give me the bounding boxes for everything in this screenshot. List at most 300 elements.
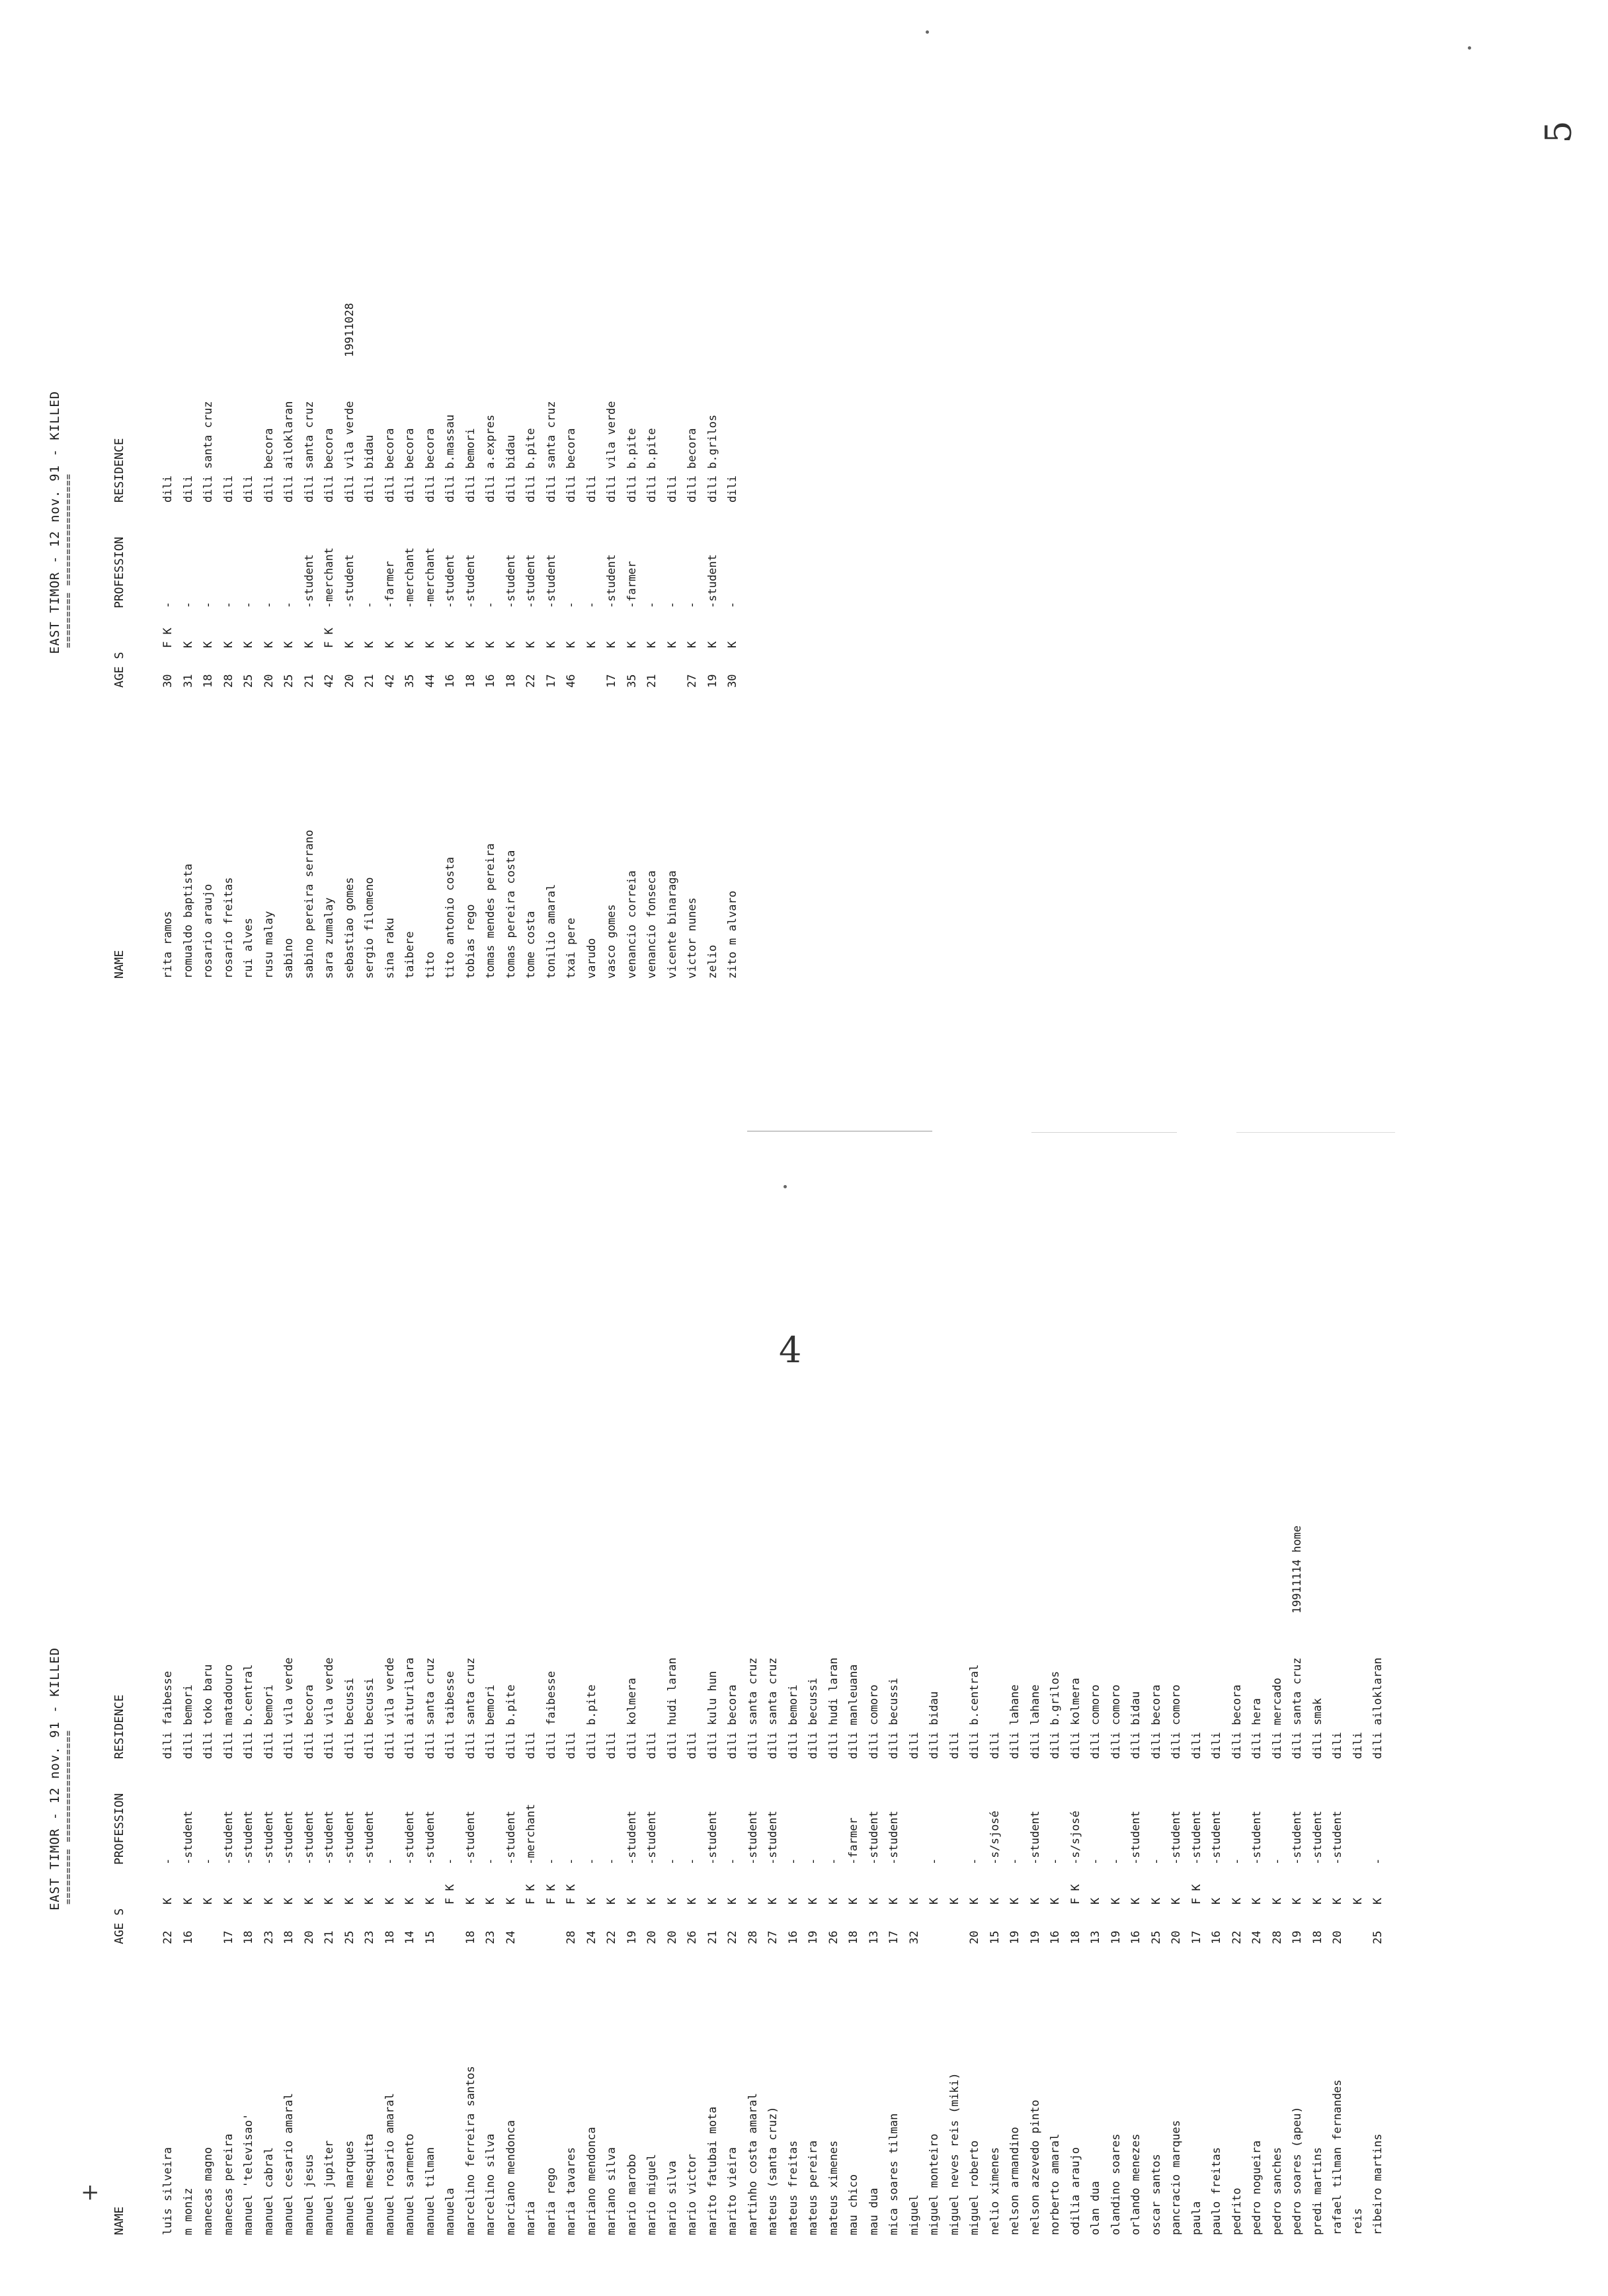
victim-note: 19911028 (342, 303, 356, 357)
victim-sex-status: F K (444, 1884, 457, 1905)
table-row (300, 1283, 321, 2275)
victim-residence: dili (686, 1732, 699, 1759)
title-underline: ========= ================== (63, 473, 74, 648)
scan-speck (1468, 46, 1471, 50)
victim-residence: dili bemori (181, 1684, 195, 1759)
table-row (401, 26, 421, 1018)
victim-name: romualdo baptista (181, 864, 195, 979)
table-row (300, 26, 321, 1018)
victim-profession: -farmer (383, 561, 397, 608)
victim-age: 25 (242, 674, 255, 688)
victim-name: pedrito (1230, 2188, 1244, 2235)
victim-name: manuel sarmento (403, 2133, 417, 2235)
victim-name: tobias rego (463, 904, 477, 979)
victim-profession: - (1008, 1858, 1022, 1865)
victim-profession: -student (262, 1811, 276, 1865)
table-row (1248, 1283, 1268, 2275)
victim-profession: -student (645, 1811, 659, 1865)
victim-sex-status: K (161, 1897, 175, 1905)
victim-sex-status: K (463, 1897, 477, 1905)
victim-sex-status: K (686, 1897, 699, 1905)
victim-profession: -student (1250, 1811, 1264, 1865)
victim-age: 16 (181, 1930, 195, 1944)
victim-age: 20 (1170, 1930, 1183, 1944)
victim-residence: dili bemori (463, 428, 477, 503)
victim-profession: -student (1331, 1811, 1344, 1865)
victim-name: mario marobo (625, 2154, 639, 2235)
table-row (683, 1283, 704, 2275)
victim-name: manuel tilman (423, 2147, 437, 2235)
victim-residence: dili bidau (363, 434, 376, 503)
victim-sex-status: K (504, 641, 518, 648)
victim-profession: - (1270, 1858, 1284, 1865)
victim-sex-status: K (221, 1897, 235, 1905)
table-row (522, 26, 542, 1018)
victim-name: manecas magno (202, 2147, 215, 2235)
victim-profession: - (221, 601, 235, 608)
victim-profession: - (181, 601, 195, 608)
victim-name: luis silveira (161, 2147, 175, 2235)
victim-residence: dili aiturilara (403, 1657, 417, 1759)
victim-sex-status: K (1270, 1897, 1284, 1905)
victim-residence: dili bemori (262, 1684, 276, 1759)
victim-sex-status: K (1331, 1897, 1344, 1905)
table-row (502, 26, 522, 1018)
victim-profession: -student (1028, 1811, 1042, 1865)
table-row (965, 1283, 986, 2275)
table-row (643, 1283, 663, 2275)
victim-age: 22 (605, 1930, 618, 1944)
table-row (885, 1283, 905, 2275)
victim-age: 44 (423, 674, 437, 688)
victim-sex-status: K (524, 641, 538, 648)
victim-name: taibere (403, 931, 417, 979)
victim-sex-status: K (181, 1897, 195, 1905)
victim-profession: - (928, 1858, 941, 1865)
table-row (623, 1283, 643, 2275)
table-row (1349, 1283, 1369, 2275)
table-row (1066, 1283, 1087, 2275)
victim-profession: -s/sjosé (1068, 1811, 1082, 1865)
victim-name: sabino pereira serrano (302, 829, 316, 979)
victim-age: 22 (726, 1930, 739, 1944)
table-row (159, 26, 179, 1018)
victim-profession: - (565, 1858, 578, 1865)
victim-profession: -student (544, 554, 558, 608)
victim-age: 23 (262, 1930, 276, 1944)
table-row (704, 1283, 724, 2275)
victim-name: manuel 'televisao' (242, 2113, 255, 2235)
table-row (602, 26, 623, 1018)
table-row (723, 26, 744, 1018)
victim-profession: -student (1210, 1811, 1223, 1865)
table-row (280, 1283, 300, 2275)
victim-name: maria rego (544, 2167, 558, 2235)
victim-age: 19 (1109, 1930, 1123, 1944)
header-age-sex: AGE S (112, 651, 126, 688)
table-row (159, 1283, 179, 2275)
victim-sex-status: K (1129, 1897, 1143, 1905)
victim-age: 15 (988, 1930, 1002, 1944)
victim-name: ribeiro martins (1371, 2133, 1385, 2235)
victim-residence: dili hudi laran (665, 1657, 679, 1759)
table-row (865, 1283, 885, 2275)
victim-age: 16 (1210, 1930, 1223, 1944)
victim-profession: - (282, 601, 296, 608)
victim-profession: -student (1129, 1811, 1143, 1865)
victim-sex-status: K (705, 1897, 719, 1905)
victim-name: maria (524, 2201, 538, 2235)
victim-age: 25 (342, 1930, 356, 1944)
victim-profession: - (202, 601, 215, 608)
victim-residence: dili becussi (342, 1678, 356, 1759)
table-row (421, 1283, 442, 2275)
victim-residence: dili toko baru (202, 1664, 215, 1759)
victim-sex-status: K (867, 1897, 881, 1905)
victim-profession: -student (524, 554, 538, 608)
victim-name: tonilio amaral (544, 883, 558, 979)
victim-residence: dili becora (403, 428, 417, 503)
victim-sex-status: K (202, 641, 215, 648)
victim-residence: dili b.pite (584, 1684, 598, 1759)
victim-profession: -student (887, 1811, 901, 1865)
victim-profession: -student (1310, 1811, 1324, 1865)
victim-residence: dili (1210, 1732, 1223, 1759)
table-row (481, 1283, 502, 2275)
victim-sex-status: K (726, 1897, 739, 1905)
victim-profession: -student (323, 1811, 336, 1865)
victim-residence: dili santa cruz (202, 401, 215, 503)
victim-residence: dili b.pite (504, 1684, 518, 1759)
victim-residence: dili (1331, 1732, 1344, 1759)
victim-note: 19911114 home (1291, 1525, 1304, 1614)
victim-residence: dili (605, 1732, 618, 1759)
victim-sex-status: K (1351, 1897, 1365, 1905)
victim-sex-status: K (302, 1897, 316, 1905)
table-row (280, 26, 300, 1018)
victim-residence: dili santa cruz (766, 1657, 780, 1759)
victim-profession: - (1049, 1858, 1062, 1865)
table-row (341, 1283, 361, 2275)
victim-age: 22 (161, 1930, 175, 1944)
table-row (723, 1283, 744, 2275)
victim-name: manuel cesario amaral (282, 2093, 296, 2235)
victim-residence: dili bemori (786, 1684, 800, 1759)
table-row (1207, 1283, 1228, 2275)
victim-name: mario victor (686, 2154, 699, 2235)
victim-name: pedro soares (apeu) (1291, 2106, 1304, 2235)
victim-age: 35 (625, 674, 639, 688)
victim-name: manecas pereira (221, 2133, 235, 2235)
victim-age: 16 (444, 674, 457, 688)
victim-age: 35 (403, 674, 417, 688)
victim-residence: dili (645, 1732, 659, 1759)
victim-residence: dili becora (383, 428, 397, 503)
victim-residence: dili santa cruz (423, 1657, 437, 1759)
victim-name: nelson armandino (1008, 2127, 1022, 2235)
victim-name: manuel marques (342, 2140, 356, 2235)
victim-profession: - (1149, 1858, 1163, 1865)
victim-sex-status: K (383, 641, 397, 648)
victim-sex-status: K (686, 641, 699, 648)
victim-profession: - (686, 1858, 699, 1865)
table-row (360, 1283, 381, 2275)
victim-name: olan dua (1089, 2181, 1102, 2235)
victim-name: tito antonio costa (444, 856, 457, 979)
table-row (522, 1283, 542, 2275)
victim-residence: dili vila verde (383, 1657, 397, 1759)
victim-residence: dili bidau (1129, 1691, 1143, 1759)
victim-name: sara zumalay (323, 897, 336, 979)
victim-age: 24 (584, 1930, 598, 1944)
left-sheet (40, 1283, 1385, 2275)
victim-age: 18 (504, 674, 518, 688)
table-row (583, 26, 603, 1018)
table-row (562, 26, 583, 1018)
victim-sex-status: K (645, 1897, 659, 1905)
victim-sex-status: K (1250, 1897, 1264, 1905)
table-row (381, 26, 401, 1018)
victim-profession: -farmer (847, 1817, 860, 1865)
victim-list-right (159, 26, 744, 1018)
right-sheet (40, 26, 739, 1018)
victim-residence: dili bemori (484, 1684, 497, 1759)
victim-name: pancracio marques (1170, 2120, 1183, 2235)
victim-residence: dili (565, 1732, 578, 1759)
table-row (804, 1283, 824, 2275)
victim-residence: dili bidau (928, 1691, 941, 1759)
victim-name: venancio correia (625, 870, 639, 979)
victim-age: 18 (1310, 1930, 1324, 1944)
victim-sex-status: K (302, 641, 316, 648)
victim-sex-status: K (1008, 1897, 1022, 1905)
victim-residence: dili (726, 475, 739, 503)
victim-name: marito vieira (726, 2147, 739, 2235)
victim-profession: -student (705, 554, 719, 608)
victim-age: 22 (1230, 1930, 1244, 1944)
table-row (320, 26, 341, 1018)
victim-profession: -student (766, 1811, 780, 1865)
victim-age: 26 (686, 1930, 699, 1944)
victim-profession: -student (625, 1811, 639, 1865)
victim-name: tomas mendes pereira (484, 843, 497, 979)
victim-sex-status: F K (161, 628, 175, 648)
victim-residence: dili vila verde (605, 401, 618, 503)
victim-profession: -student (1170, 1811, 1183, 1865)
victim-age: 18 (1068, 1930, 1082, 1944)
victim-residence: dili becora (1149, 1684, 1163, 1759)
table-row (1127, 1283, 1147, 2275)
victim-sex-status: K (565, 641, 578, 648)
victim-profession: -student (403, 1811, 417, 1865)
victim-name: rosario freitas (221, 877, 235, 979)
victim-age: 32 (907, 1930, 921, 1944)
victim-age: 17 (1189, 1930, 1203, 1944)
table-row (1167, 1283, 1187, 2275)
table-row (220, 1283, 240, 2275)
victim-sex-status: F K (1189, 1884, 1203, 1905)
victim-sex-status: K (746, 1897, 760, 1905)
victim-sex-status: K (282, 641, 296, 648)
victim-residence: dili (988, 1732, 1002, 1759)
victim-residence: dili manleuana (847, 1664, 860, 1759)
victim-name: miguel (907, 2194, 921, 2235)
victim-age: 18 (847, 1930, 860, 1944)
victim-sex-status: K (262, 641, 276, 648)
table-row (623, 26, 643, 1018)
victim-profession: - (242, 601, 255, 608)
victim-age: 20 (645, 1930, 659, 1944)
victim-age: 21 (323, 1930, 336, 1944)
victim-sex-status: K (786, 1897, 800, 1905)
victim-sex-status: K (1230, 1897, 1244, 1905)
victim-sex-status: F K (323, 628, 336, 648)
victim-residence: dili ailoklaran (282, 401, 296, 503)
victim-sex-status: K (947, 1897, 961, 1905)
victim-residence: dili (1351, 1732, 1365, 1759)
victim-residence: dili becora (686, 428, 699, 503)
table-row (1046, 1283, 1066, 2275)
victim-name: venancio fonseca (645, 870, 659, 979)
victim-sex-status: K (242, 641, 255, 648)
victim-age: 25 (1371, 1930, 1385, 1944)
victim-residence: dili becora (423, 428, 437, 503)
table-row (663, 1283, 684, 2275)
victim-sex-status: K (181, 641, 195, 648)
table-row (220, 26, 240, 1018)
victim-name: manuel jupiter (323, 2140, 336, 2235)
victim-profession: -student (463, 554, 477, 608)
header-profession: PROFESSION (112, 536, 126, 608)
victim-residence: dili b.grilos (1049, 1670, 1062, 1759)
table-row (441, 26, 462, 1018)
victim-name: varudo (584, 938, 598, 979)
victim-name: mateus ximenes (826, 2140, 840, 2235)
table-row (542, 26, 563, 1018)
victim-profession: - (786, 1858, 800, 1865)
victim-residence: dili santa cruz (463, 1657, 477, 1759)
victim-profession: - (565, 601, 578, 608)
table-row (764, 1283, 784, 2275)
victim-residence: dili taibesse (444, 1670, 457, 1759)
victim-name: orlando menezes (1129, 2133, 1143, 2235)
table-row (1228, 1283, 1248, 2275)
victim-sex-status: K (342, 1897, 356, 1905)
victim-residence: dili vila verde (342, 401, 356, 503)
victim-age: 16 (1129, 1930, 1143, 1944)
victim-sex-status: K (484, 641, 497, 648)
victim-profession: -student (444, 554, 457, 608)
victim-residence: dili becora (565, 428, 578, 503)
victim-age: 46 (565, 674, 578, 688)
victim-sex-status: K (363, 1897, 376, 1905)
victim-residence: dili becora (1230, 1684, 1244, 1759)
victim-residence: dili becussi (807, 1678, 820, 1759)
victim-residence: dili comoro (1170, 1684, 1183, 1759)
victim-list-left (159, 1283, 1389, 2275)
victim-sex-status: K (544, 641, 558, 648)
table-row (360, 26, 381, 1018)
fold-line-faint (1031, 1132, 1177, 1133)
victim-sex-status: K (383, 1897, 397, 1905)
victim-sex-status: K (1371, 1897, 1385, 1905)
victim-residence: dili santa cruz (544, 401, 558, 503)
victim-profession: - (484, 601, 497, 608)
victim-age: 21 (363, 674, 376, 688)
victim-name: mateus freitas (786, 2140, 800, 2235)
victim-age: 16 (786, 1930, 800, 1944)
victim-sex-status: K (645, 641, 659, 648)
header-name: NAME (112, 2206, 126, 2235)
victim-profession: -student (342, 1811, 356, 1865)
margin-mark: + (81, 2179, 100, 2205)
victim-name: odilia araujo (1068, 2147, 1082, 2235)
fold-line-faint-2 (1236, 1132, 1395, 1133)
victim-age: 18 (242, 1930, 255, 1944)
victim-sex-status: K (403, 641, 417, 648)
victim-name: rita ramos (161, 911, 175, 979)
victim-profession: -student (363, 1811, 376, 1865)
victim-age: 18 (383, 1930, 397, 1944)
table-row (1308, 1283, 1329, 2275)
victim-residence: dili a.expres (484, 414, 497, 503)
victim-name: manuel jesus (302, 2154, 316, 2235)
victim-name: vicente binaraga (665, 870, 679, 979)
victim-name: mau chico (847, 2174, 860, 2235)
victim-residence: dili faibesse (161, 1670, 175, 1759)
scan-speck (784, 1185, 787, 1188)
victim-age: 17 (605, 674, 618, 688)
victim-age: 27 (686, 674, 699, 688)
victim-sex-status: K (242, 1897, 255, 1905)
victim-name: manuel mesquita (363, 2133, 376, 2235)
page-number-left: 4 (779, 1329, 802, 1371)
victim-age: 23 (484, 1930, 497, 1944)
table-row (341, 26, 361, 1018)
victim-name: tomas pereira costa (504, 850, 518, 979)
victim-sex-status: K (988, 1897, 1002, 1905)
victim-age: 18 (463, 1930, 477, 1944)
table-row (239, 26, 260, 1018)
victim-name: mau dua (867, 2188, 881, 2235)
table-row (260, 1283, 280, 2275)
victim-profession: - (686, 601, 699, 608)
table-row (602, 1283, 623, 2275)
victim-age: 26 (826, 1930, 840, 1944)
victim-name: sergio filomeno (363, 877, 376, 979)
victim-sex-status: K (887, 1897, 901, 1905)
victim-sex-status: K (484, 1897, 497, 1905)
table-row (1086, 1283, 1107, 2275)
victim-sex-status: K (665, 1897, 679, 1905)
victim-profession: -student (181, 1811, 195, 1865)
victim-sex-status: K (342, 641, 356, 648)
victim-residence: dili lahane (1028, 1684, 1042, 1759)
victim-age: 15 (423, 1930, 437, 1944)
victim-residence: dili (947, 1732, 961, 1759)
victim-name: rosario araujo (202, 883, 215, 979)
victim-age: 19 (1028, 1930, 1042, 1944)
header-name: NAME (112, 950, 126, 979)
victim-residence: dili matadouro (221, 1664, 235, 1759)
victim-sex-status: K (444, 641, 457, 648)
victim-residence: dili kulu hun (705, 1670, 719, 1759)
victim-name: nelson azevedo pinto (1028, 2100, 1042, 2235)
victim-sex-status: K (968, 1897, 981, 1905)
victim-residence: dili smak (1310, 1698, 1324, 1759)
victim-profession: -student (463, 1811, 477, 1865)
victim-name: zelio (705, 944, 719, 979)
